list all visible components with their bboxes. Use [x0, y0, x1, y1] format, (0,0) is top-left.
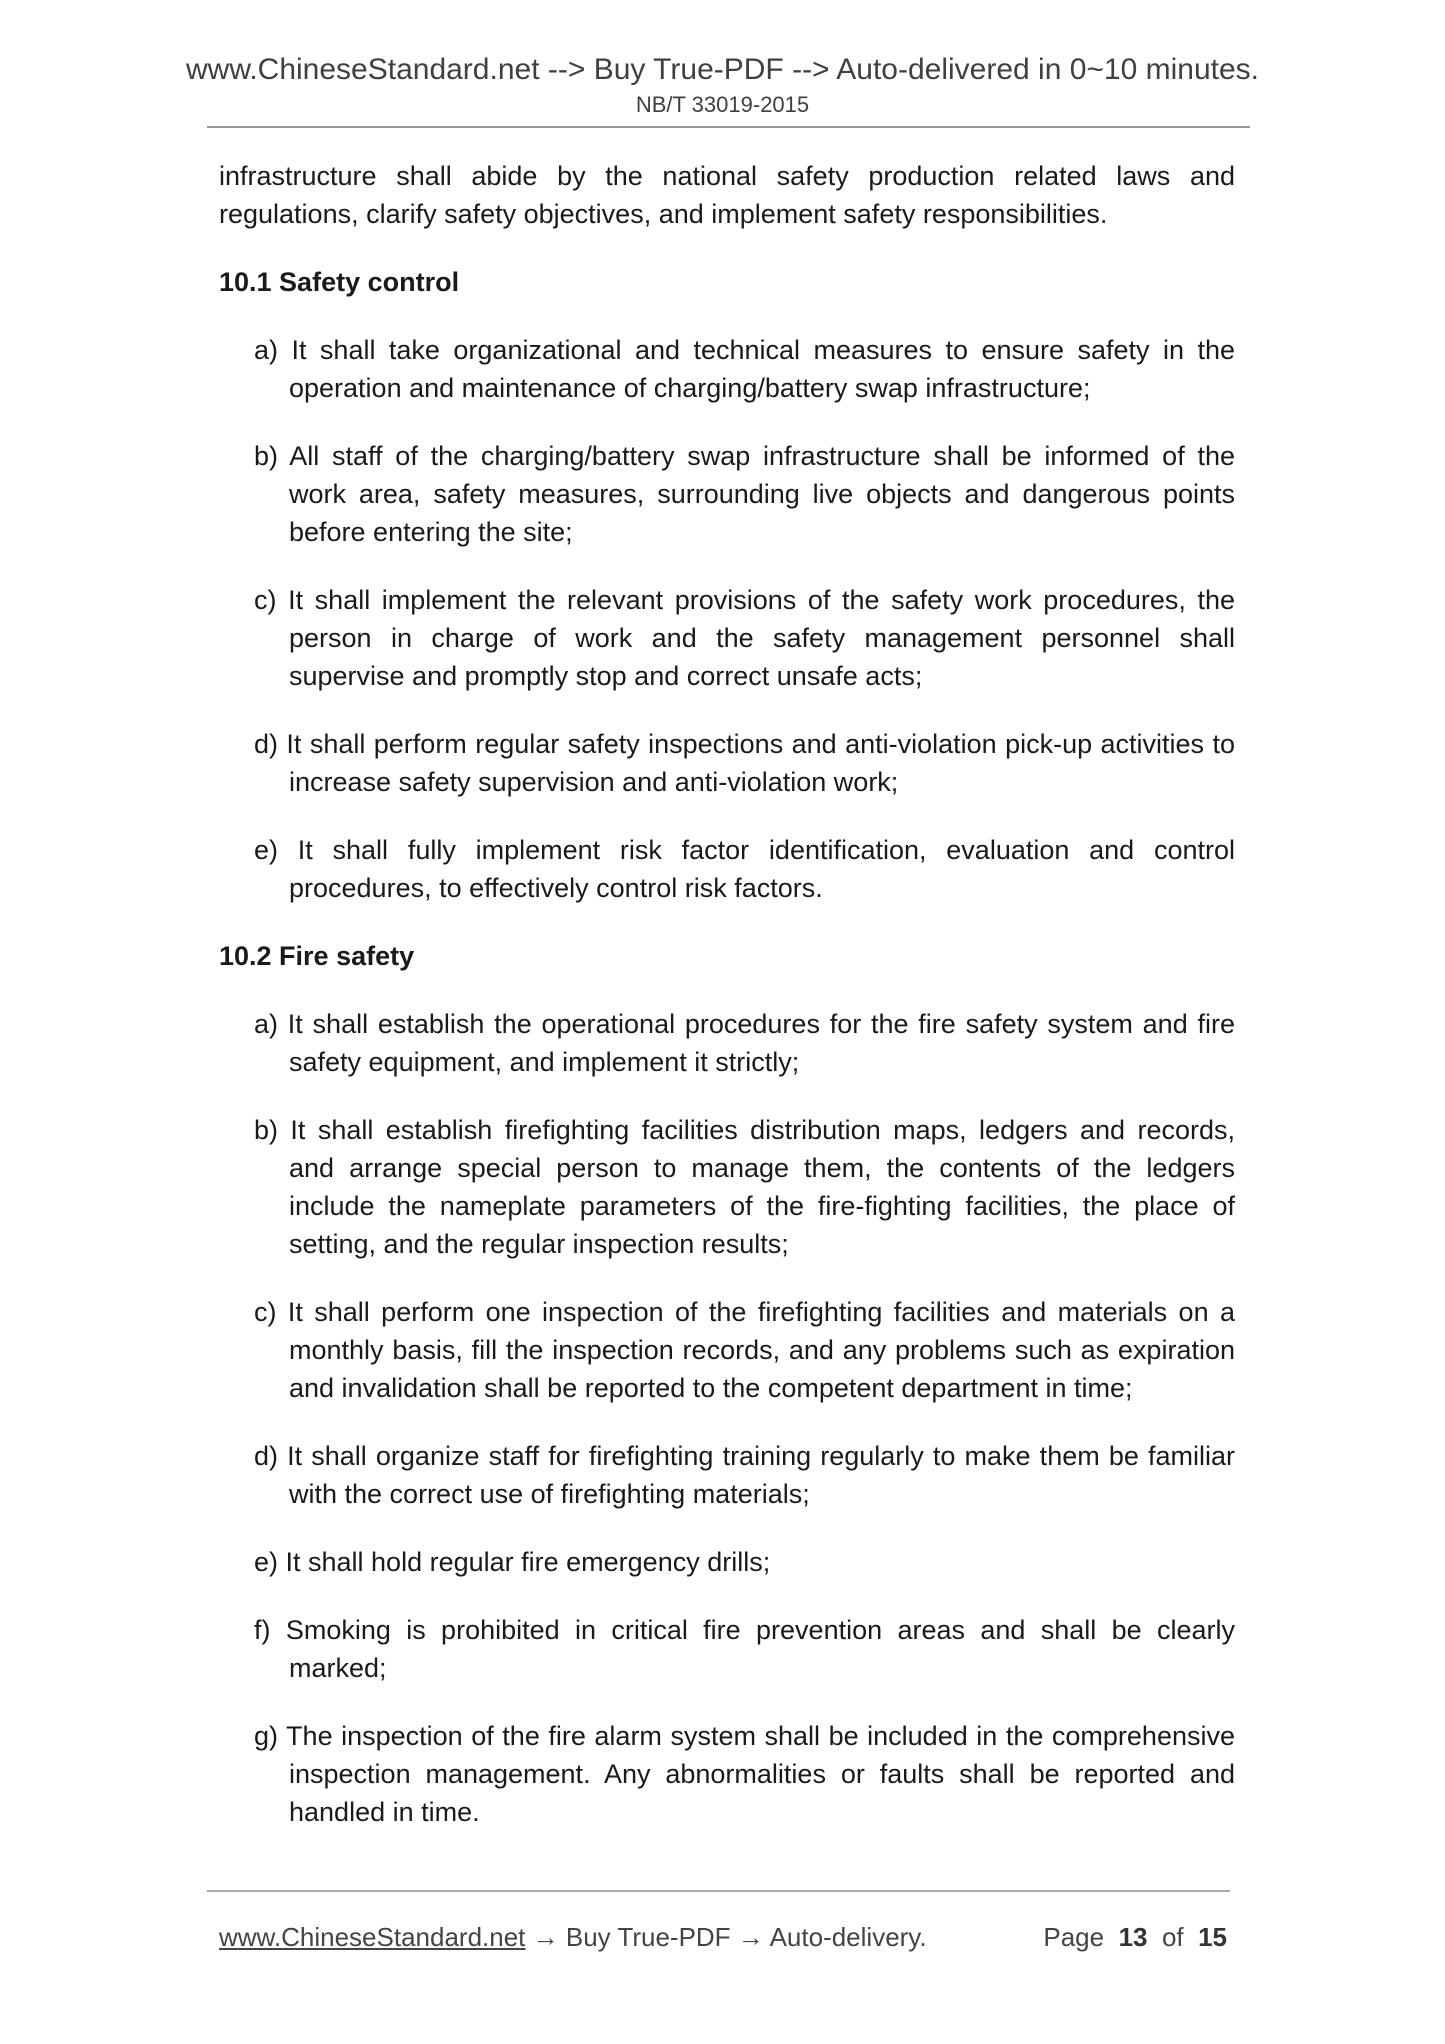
footer-left — [219, 1922, 927, 1953]
footer — [219, 1922, 1227, 1953]
list-item: b) It shall establish firefighting facilities distribution maps, ledgers and records, and arrange special person to manage them, the contents of the ledgers include the nameplate parameters of the fire-fighting facilities, the place of setting, and the regular inspection results; — [254, 1115, 1235, 1259]
page-indicator — [1043, 1922, 1227, 1953]
list-item: e) It shall hold regular fire emergency drills; — [254, 1547, 771, 1577]
list-item: a) It shall take organizational and technical measures to ensure safety in the operation and maintenance of charging/battery swap infrastructure; — [254, 335, 1235, 403]
list-item: c) It shall perform one inspection of the firefighting facilities and materials on a monthly basis, fill the inspection records, and any problems such as expiration and invalidation shall be reported to the competent department in time; — [254, 1297, 1235, 1403]
list-item: d) It shall perform regular safety inspections and anti-violation pick-up activities to increase safety supervision and anti-violation work; — [254, 729, 1235, 797]
page-number: 13 — [1118, 1922, 1148, 1952]
footer-divider — [207, 1890, 1230, 1892]
total-pages: 15 — [1198, 1922, 1227, 1952]
list-item: a) It shall establish the operational procedures for the fire safety system and fire safety equipment, and implement it strictly; — [254, 1009, 1235, 1077]
list-item: c) It shall implement the relevant provisions of the safety work procedures, the person in charge of work and the safety management personnel shall supervise and promptly stop and correct unsafe acts; — [254, 585, 1235, 691]
standard-number: NB/T 33019-2015 — [635, 92, 810, 117]
list-item: b) All staff of the charging/battery swap infrastructure shall be informed of the work area, safety measures, surrounding live objects and dangerous points before entering the site; — [254, 441, 1235, 547]
document-body — [219, 157, 1235, 1861]
of-label: of — [1161, 1922, 1184, 1952]
list-item: f) Smoking is prohibited in critical fire prevention areas and shall be clearly marked; — [254, 1615, 1235, 1683]
intro-paragraph: infrastructure shall abide by the national safety production related laws and regulations, clarify safety objectives, and implement safety responsibilities. — [219, 161, 1235, 229]
list-item: d) It shall organize staff for firefighting training regularly to make them be familiar with the correct use of firefighting materials; — [254, 1441, 1235, 1509]
section-heading: 10.2 Fire safety — [219, 941, 415, 971]
header-divider — [207, 126, 1250, 128]
footer-link[interactable]: www.ChineseStandard.net — [219, 1922, 526, 1952]
section-heading: 10.1 Safety control — [219, 267, 460, 297]
footer-text: → Buy True-PDF → Auto-delivery. — [525, 1922, 927, 1952]
list-item: e) It shall fully implement risk factor identification, evaluation and control procedures, to effectively control risk factors. — [254, 835, 1235, 903]
header-banner: www.ChineseStandard.net --> Buy True-PDF --> Auto-delivered in 0~10 minutes. — [185, 53, 1260, 86]
page-label: Page — [1043, 1922, 1105, 1952]
list-item: g) The inspection of the fire alarm system shall be included in the comprehensive inspection management. Any abnormalities or faults shall be reported and handled in time. — [254, 1721, 1235, 1827]
